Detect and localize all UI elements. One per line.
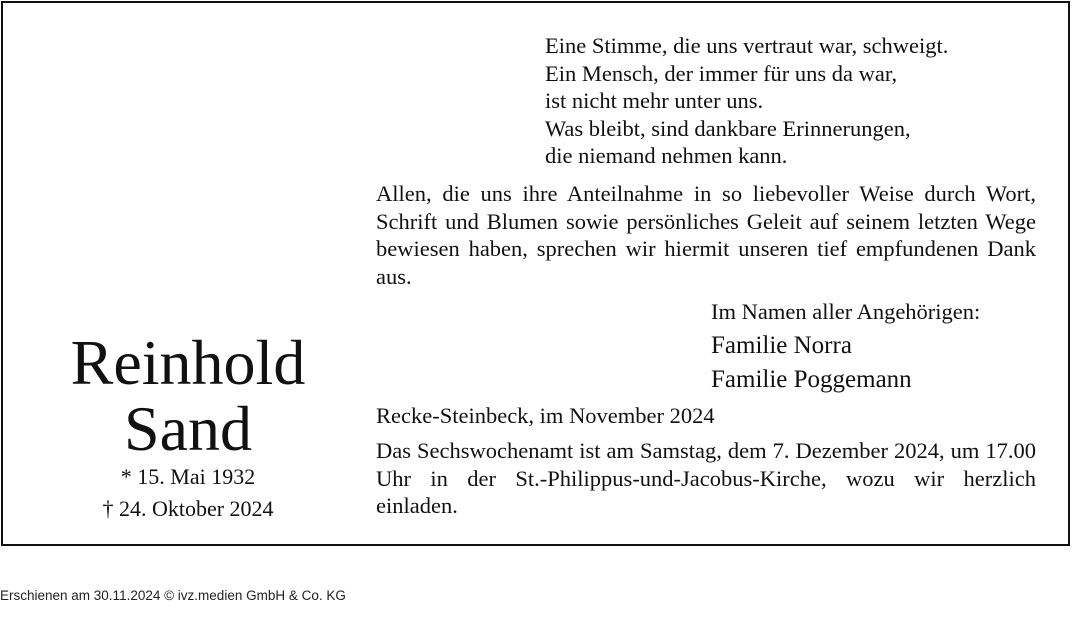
verse-line: Was bleibt, sind dankbare Erinnerungen, xyxy=(545,115,911,141)
verse-line: die niemand nehmen kann. xyxy=(545,143,788,168)
verse-line: ist nicht mehr unter uns. xyxy=(545,88,764,113)
portrait-photo xyxy=(94,38,282,300)
verse-line: Ein Mensch, der immer für uns da war, xyxy=(545,60,898,86)
publication-footer: Erschienen am 30.11.2024 © ivz.medien GmbH & Co. KG xyxy=(0,588,346,603)
place-and-date: Recke-Steinbeck, im November 2024 xyxy=(376,403,715,428)
service-announcement: Das Sechswochenamt ist am Samstag, dem 7. Dezember 2024, um 17.00 Uhr in der St.-Philippus-und-Jacobus-Kirche, wozu wir herzlich einladen. xyxy=(376,438,1036,518)
deceased-last-name: Sand xyxy=(124,393,252,464)
death-date: † 24. Oktober 2024 xyxy=(102,496,274,521)
birth-date: * 15. Mai 1932 xyxy=(120,464,256,489)
deceased-first-name: Reinhold xyxy=(70,327,306,398)
signoff-intro: Im Namen aller Angehörigen: xyxy=(711,299,981,324)
family-name: Familie Norra xyxy=(711,332,852,359)
verse-line: Eine Stimme, die uns vertraut war, schweigt. xyxy=(545,33,949,58)
thanks-paragraph: Allen, die uns ihre Anteilnahme in so liebevoller Weise durch Wort, Schrift und Blumen sowie persönliches Geleit auf seinem letzten Wege bewiesen haben, sprechen wir hiermit unseren tief empfundenen Dank aus. xyxy=(376,181,1036,289)
family-name: Familie Poggemann xyxy=(711,366,912,393)
memorial-verse xyxy=(545,32,948,170)
